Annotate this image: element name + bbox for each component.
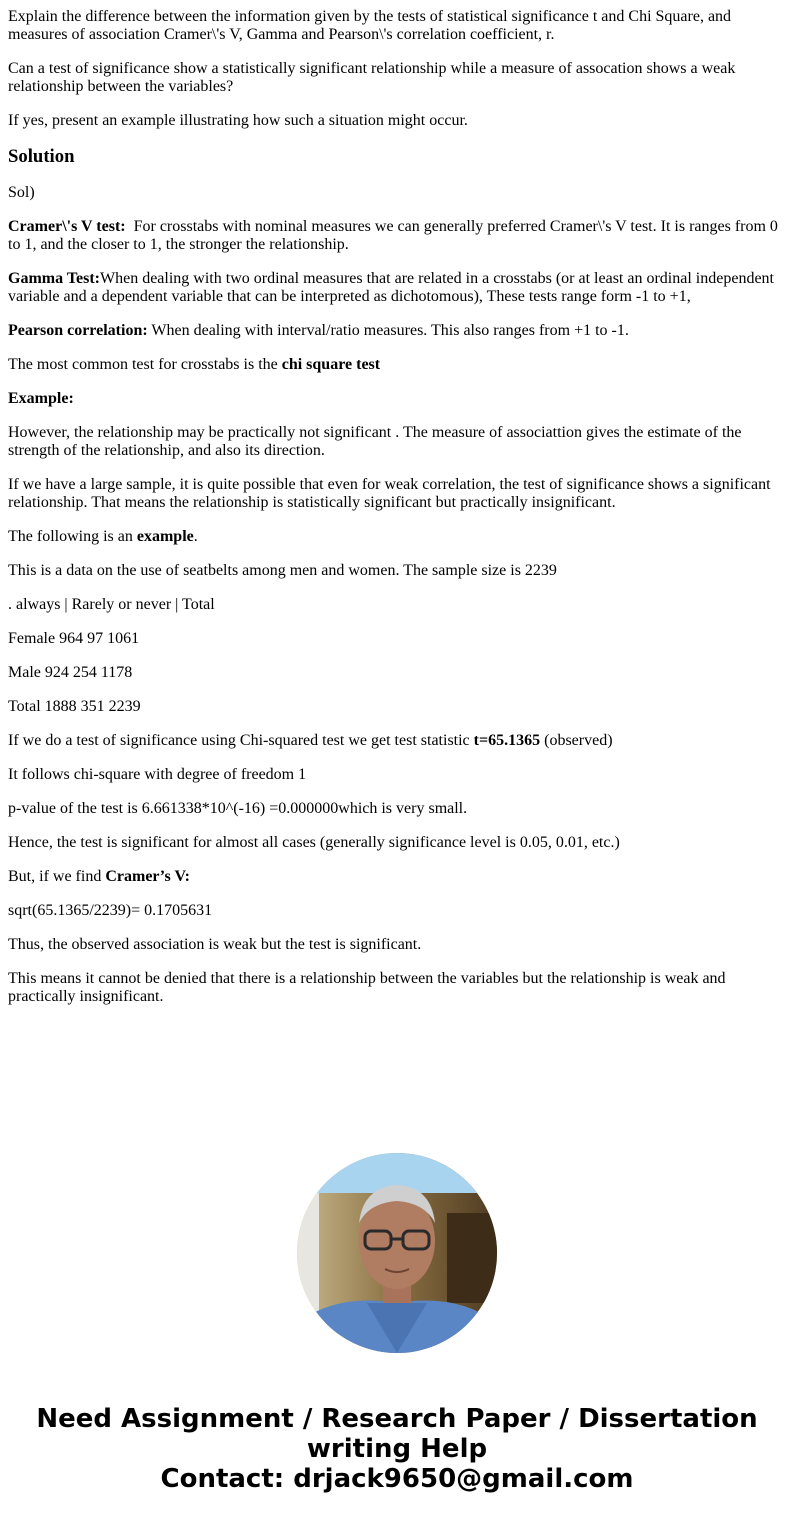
following-paragraph: [8, 528, 786, 546]
gamma-label: Gamma Test:: [8, 270, 100, 287]
chi-statistic: t=65.1365: [473, 732, 541, 749]
practical-paragraph: However, the relationship may be practically not significant . The measure of associattion gives the estimate of the strength of the relationship, and also its direction.: [8, 424, 742, 459]
question-paragraph-3: If yes, present an example illustrating how such a situation might occur.: [8, 112, 468, 129]
gamma-text: When dealing with two ordinal measures that are related in a crosstabs (or at least an ordinal independent variable and a dependent variable that can be interpreted as dichotomous), These tests range form -1 to +1,: [8, 270, 774, 305]
table-header-line: . always | Rarely or never | Total: [8, 596, 215, 613]
chi-square-paragraph: [8, 732, 786, 750]
df-paragraph: It follows chi-square with degree of freedom 1: [8, 766, 307, 783]
sol-label: Sol): [8, 184, 35, 201]
thus-paragraph: Thus, the observed association is weak but the test is significant.: [8, 936, 422, 953]
pearson-paragraph: [8, 322, 786, 340]
but-text: But, if we find: [8, 868, 106, 885]
pearson-text: When dealing with interval/ratio measures. This also ranges from +1 to -1.: [147, 322, 629, 339]
footer-contact: Contact: drjack9650@gmail.com: [160, 1464, 634, 1494]
cramer-paragraph: [8, 218, 786, 254]
pearson-label: Pearson correlation:: [8, 322, 148, 339]
chi-text: If we do a test of significance using Chi-squared test we get test statistic: [8, 732, 474, 749]
hence-paragraph: Hence, the test is significant for almost all cases (generally significance level is 0.05, 0.01, etc.): [8, 834, 620, 851]
data-intro-paragraph: This is a data on the use of seatbelts among men and women. The sample size is 2239: [8, 562, 557, 579]
avatar: [297, 1153, 497, 1353]
sqrt-paragraph: sqrt(65.1365/2239)= 0.1705631: [8, 902, 213, 919]
question-paragraph-1: Explain the difference between the information given by the tests of statistical significance t and Chi Square, and measures of association Cramer\'s V, Gamma and Pearson\'s correlation coefficient, r.: [8, 8, 732, 43]
footer-line-1: Need Assignment / Research Paper / Dissertation: [36, 1404, 758, 1434]
following-bold: example: [136, 528, 194, 545]
common-test-paragraph: [8, 356, 786, 374]
cramers-v-paragraph: [8, 868, 786, 886]
example-label: Example:: [8, 390, 74, 407]
large-sample-paragraph: If we have a large sample, it is quite possible that even for weak correlation, the test of significance shows a significant relationship. That means the relationship is statistically significant but practically insignificant.: [8, 476, 771, 511]
chi-end: (observed): [540, 732, 613, 749]
common-test-bold: chi square test: [281, 356, 381, 373]
solution-heading: Solution: [8, 146, 75, 167]
example-heading: [8, 390, 786, 408]
cramer-label: Cramer\'s V test:: [8, 218, 126, 235]
footer-banner: [0, 1404, 794, 1494]
following-text: The following is an: [8, 528, 137, 545]
table-row-female: Female 964 97 1061: [8, 630, 140, 647]
pvalue-paragraph: p-value of the test is 6.661338*10^(-16) =0.000000which is very small.: [8, 800, 468, 817]
table-row-total: Total 1888 351 2239: [8, 698, 141, 715]
cramer-text: For crosstabs with nominal measures we can generally preferred Cramer\'s V test. It is ranges from 0 to 1, and the closer to 1, the stronger the relationship.: [8, 218, 778, 253]
cramers-v-bold: Cramer’s V:: [105, 868, 190, 885]
common-test-text: The most common test for crosstabs is the: [8, 356, 282, 373]
gamma-paragraph: [8, 270, 786, 306]
document-body: [8, 8, 786, 1022]
table-row-male: Male 924 254 1178: [8, 664, 133, 681]
footer-line-2: writing Help: [306, 1434, 488, 1464]
person-portrait-icon: [297, 1153, 497, 1353]
question-paragraph-2: Can a test of significance show a statistically significant relationship while a measure of assocation shows a weak relationship between the variables?: [8, 60, 736, 95]
conclusion-paragraph: This means it cannot be denied that there is a relationship between the variables but the relationship is weak and practically insignificant.: [8, 970, 726, 1005]
following-end: .: [193, 528, 198, 545]
